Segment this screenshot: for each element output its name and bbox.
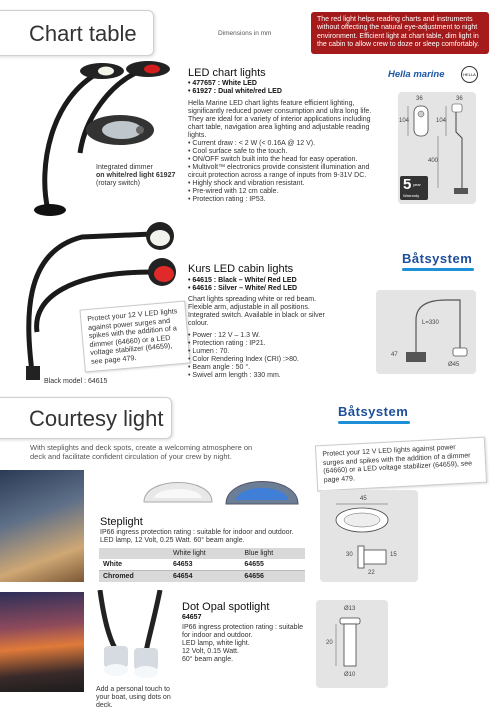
led-chart-spec: • Pre-wired with 12 cm cable. <box>188 188 388 196</box>
steplight-cell: Chromed <box>103 573 134 580</box>
steplight-dim-width: 45 <box>360 496 367 502</box>
kurs-spec: • Lumen : 70. <box>188 348 338 356</box>
batsystem-logo-2-wave <box>338 421 410 424</box>
batsystem-logo-2-text: Båtsystem <box>338 404 409 419</box>
led-chart-specs <box>188 140 388 204</box>
led-chart-spec: • Protection rating : IP53. <box>188 196 388 204</box>
kurs-spec: • Protection rating : IP21. <box>188 340 338 348</box>
dimmer-caption-line-2: on white/red light 61927 <box>96 172 176 179</box>
dimmer-caption-line-3: (rotary switch) <box>96 180 140 187</box>
led-chart-code-1: • 477657 : White LED <box>188 80 257 87</box>
kurs-specs <box>188 332 338 380</box>
kurs-title: Kurs LED cabin lights <box>188 263 294 275</box>
steplight-table-row <box>99 571 305 583</box>
kurs-spec: • Swivel arm length : 330 mm. <box>188 372 338 380</box>
led-chart-title: LED chart lights <box>188 67 266 79</box>
kurs-spec: • Color Rendering Index (CRI) :>80. <box>188 356 338 364</box>
led-chart-spec: • Cool surface safe to the touch. <box>188 148 388 156</box>
steplight-white-image <box>138 468 218 508</box>
dot-opal-description <box>182 624 307 664</box>
steplight-header-cell: White light <box>173 550 206 557</box>
dimmer-caption-line-1: Integrated dimmer <box>96 164 153 171</box>
steplight-cell: 64653 <box>173 561 193 568</box>
warranty-year: year <box>413 182 421 187</box>
chart-table-title-box <box>0 10 154 56</box>
led-chart-spec: • Current draw : < 2 W (< 0.16A @ 12 V). <box>188 140 388 148</box>
steplight-dim-base: 22 <box>368 570 375 576</box>
courtesy-protect-note: Protect your 12 V LED lights against power surges and spikes with the addition of a dimmer (64660) or a LED voltage stabilizer (64659), see page 479. <box>315 437 487 492</box>
steplight-dim-depth: 15 <box>390 552 397 558</box>
led-dim-400: 400 <box>428 158 439 164</box>
steplight-cell: 64655 <box>244 561 264 568</box>
kurs-spec: • Beam angle : 50 °. <box>188 364 338 372</box>
led-chart-description: Hella Marine LED chart lights feature efficient lighting, significantly reduced power consumption and ultra long life. They are ideal for a variety of interior applications including chart table, navigation area lighting and adjustable reading lights. <box>188 100 372 139</box>
batsystem-logo-2 <box>338 404 410 432</box>
dot-opal-desc-line: 12 Volt, 0.15 Watt. <box>182 648 239 655</box>
led-chart-spec: • Highly shock and vibration resistant. <box>188 180 388 188</box>
hella-marine-logo-text: Hella marine <box>388 69 445 80</box>
steplight-header-cell: Blue light <box>244 550 274 557</box>
dot-opal-desc-line: IP66 ingress protection rating : suitable for indoor and outdoor. <box>182 624 304 639</box>
batsystem-logo-wave <box>402 268 474 271</box>
led-dim-36b: 36 <box>456 96 463 102</box>
led-dim-36a: 36 <box>416 96 423 102</box>
courtesy-title: Courtesy light <box>29 406 164 431</box>
red-light-note: The red light helps reading charts and instruments without offecting the natural eye-adjustment to night environment. Efficient light at chart table, dim light in the cabin to allow crew to doze or sleep comfortably. <box>311 12 489 54</box>
steplight-cell: 64654 <box>173 573 193 580</box>
kurs-spec: • Power : 12 V – 1.3 W. <box>188 332 338 340</box>
dot-opal-desc-line: LED lamp, white light. <box>182 640 250 647</box>
kurs-drawing-svg <box>376 290 476 374</box>
led-chart-spec: • ON/OFF switch built into the head for easy operation. <box>188 156 388 164</box>
steplight-table-row <box>99 559 305 571</box>
dot-opal-deck-photo <box>0 592 84 692</box>
warranty-number: 5 <box>403 176 412 193</box>
led-chart-codes <box>188 80 282 96</box>
dot-opal-dim-bottom: Ø10 <box>344 672 356 678</box>
steplight-dim-height: 30 <box>346 552 353 558</box>
dot-opal-code: 64657 <box>182 614 202 621</box>
dot-opal-dim-height: 20 <box>326 640 333 646</box>
steplight-header-cell <box>99 548 169 559</box>
kurs-dim-diameter: Ø45 <box>448 362 460 368</box>
warranty-label: Warranty <box>403 193 420 198</box>
kurs-dim-length: L=330 <box>422 320 439 326</box>
led-dim-104a: 104 <box>399 118 410 124</box>
led-dim-104b: 104 <box>436 118 447 124</box>
kurs-black-model: Black model : 64615 <box>44 378 108 385</box>
steplight-drawing <box>320 490 418 582</box>
hella-badge: HELLA <box>461 66 478 83</box>
kurs-drawing <box>376 290 476 374</box>
dot-opal-desc-line: 60° beam angle. <box>182 656 234 663</box>
courtesy-title-box <box>0 397 172 439</box>
dot-opal-image <box>90 590 182 686</box>
dot-opal-drawing <box>316 600 388 688</box>
kurs-protect-note: Protect your 12 V LED lights against power surges and spikes with the addition of a dimmer (64660) or a LED voltage stabilizer (64659), see page 479. <box>79 301 190 373</box>
steplight-table <box>99 548 305 582</box>
chart-table-title: Chart table <box>29 21 137 46</box>
kurs-codes <box>188 277 297 293</box>
warranty-badge <box>400 176 428 200</box>
kurs-code-2: • 64616 : Silver – White/ Red LED <box>188 285 298 292</box>
hella-marine-logo <box>388 66 478 82</box>
steplight-boat-photo <box>0 470 84 582</box>
steplight-title: Steplight <box>100 516 143 528</box>
courtesy-intro: With steplights and deck spots, create a welcoming atmosphere on deck and facilitate confident circulation of your crew by night. <box>30 443 253 461</box>
batsystem-logo-text: Båtsystem <box>402 251 473 266</box>
steplight-description: IP66 ingress protection rating : suitable for indoor and outdoor. LED lamp, 12 Volt, 0.25 Watt. 60° beam angle. <box>100 529 294 544</box>
kurs-description: Chart lights spreading white or red beam. Flexible arm, adjustable in all positions. Integrated switch. Available in black or silver colour. <box>188 296 325 327</box>
steplight-drawing-svg <box>320 490 418 582</box>
steplight-cell: 64656 <box>244 573 264 580</box>
steplight-cell: White <box>103 561 123 568</box>
batsystem-logo <box>402 251 474 279</box>
dimmer-caption <box>96 164 188 188</box>
led-chart-spec: • Multivolt™ electronics provide consistent illumination and circuit protection across a range of inputs from 9-31V DC. <box>188 164 388 180</box>
dot-opal-caption: Add a personal touch to your boat, using dots on deck. <box>96 686 171 709</box>
dimensions-label: Dimensions in mm <box>218 30 272 37</box>
kurs-dim-height: 47 <box>391 352 398 358</box>
dot-opal-dim-top: Ø13 <box>344 606 356 612</box>
steplight-blue-image <box>222 468 302 510</box>
kurs-code-1: • 64615 : Black – White/ Red LED <box>188 277 297 284</box>
dot-opal-title: Dot Opal spotlight <box>182 601 270 613</box>
led-chart-code-2: • 61927 : Dual white/red LED <box>188 88 282 95</box>
led-chart-lights-image <box>30 58 180 220</box>
steplight-table-header <box>99 548 305 559</box>
